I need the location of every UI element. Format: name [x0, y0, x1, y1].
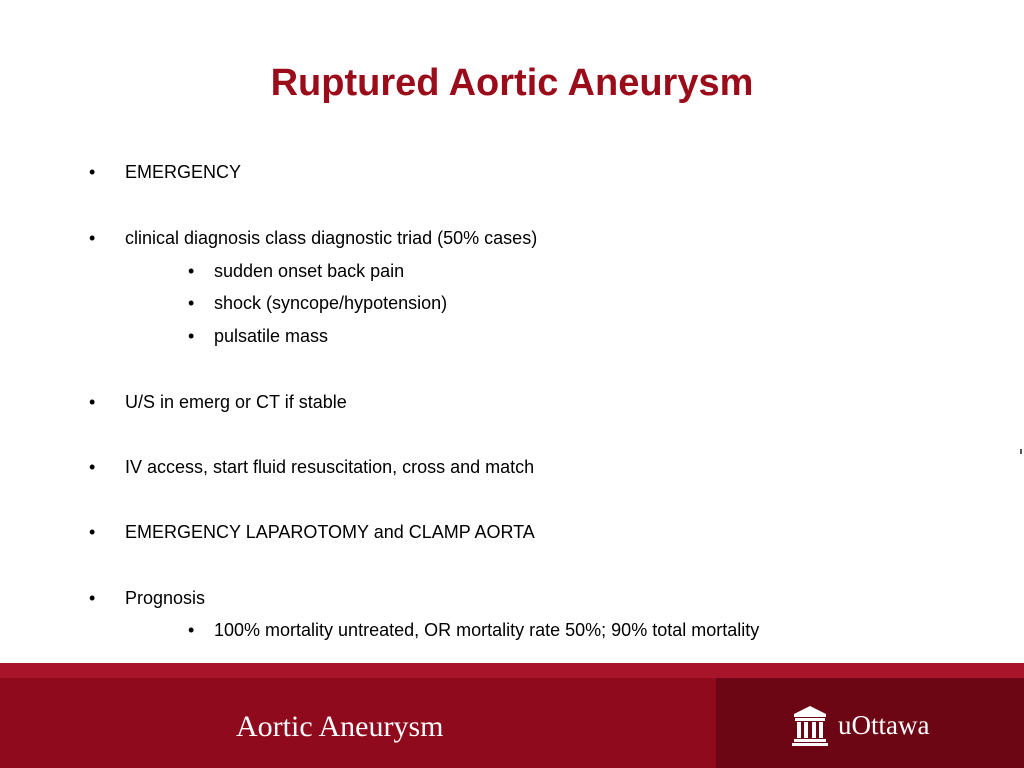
- bullet-item: [89, 522, 535, 542]
- bullet-dot: •: [188, 261, 195, 281]
- bullet-dot: •: [188, 326, 195, 346]
- bullet-text: 100% mortality untreated, OR mortality rate 50%; 90% total mortality: [214, 620, 760, 640]
- bullet-text: Prognosis: [125, 588, 206, 608]
- bullet-dot: •: [89, 588, 96, 608]
- bullet-text: U/S in emerg or CT if stable: [125, 392, 347, 412]
- university-building-icon: [792, 704, 828, 746]
- bullet-text: EMERGENCY LAPAROTOMY and CLAMP AORTA: [125, 522, 535, 542]
- logo-text: uOttawa: [838, 709, 930, 740]
- bullet-item: [89, 588, 206, 608]
- bullet-text: shock (syncope/hypotension): [214, 293, 448, 313]
- slide-title: Ruptured Aortic Aneurysm: [270, 62, 754, 104]
- bullet-text: clinical diagnosis class diagnostic triad (50% cases): [125, 228, 538, 248]
- bullet-dot: •: [89, 457, 96, 477]
- bullet-dot: •: [89, 392, 96, 412]
- bullet-text: IV access, start fluid resuscitation, cross and match: [125, 457, 535, 477]
- uottawa-logo: [792, 704, 929, 746]
- bullet-text: pulsatile mass: [214, 326, 329, 346]
- sub-bullet-item: [188, 293, 448, 313]
- bullet-dot: •: [89, 228, 96, 248]
- bullet-dot: •: [89, 162, 96, 182]
- bullet-item: [89, 392, 347, 412]
- bullet-item: [89, 457, 535, 477]
- sub-bullet-item: [188, 261, 405, 281]
- bullet-item: [89, 162, 242, 182]
- bullet-text: EMERGENCY: [125, 162, 242, 182]
- bullet-text: sudden onset back pain: [214, 261, 405, 281]
- sub-bullet-item: [188, 326, 329, 346]
- sub-bullet-item: [188, 620, 760, 640]
- footer-strip: [0, 663, 1024, 678]
- footer-title: Aortic Aneurysm: [236, 710, 444, 743]
- bullet-dot: •: [89, 522, 96, 542]
- bullet-item: [89, 228, 538, 248]
- bullet-dot: •: [188, 620, 195, 640]
- bullet-dot: •: [188, 293, 195, 313]
- edge-mark: [1020, 449, 1022, 454]
